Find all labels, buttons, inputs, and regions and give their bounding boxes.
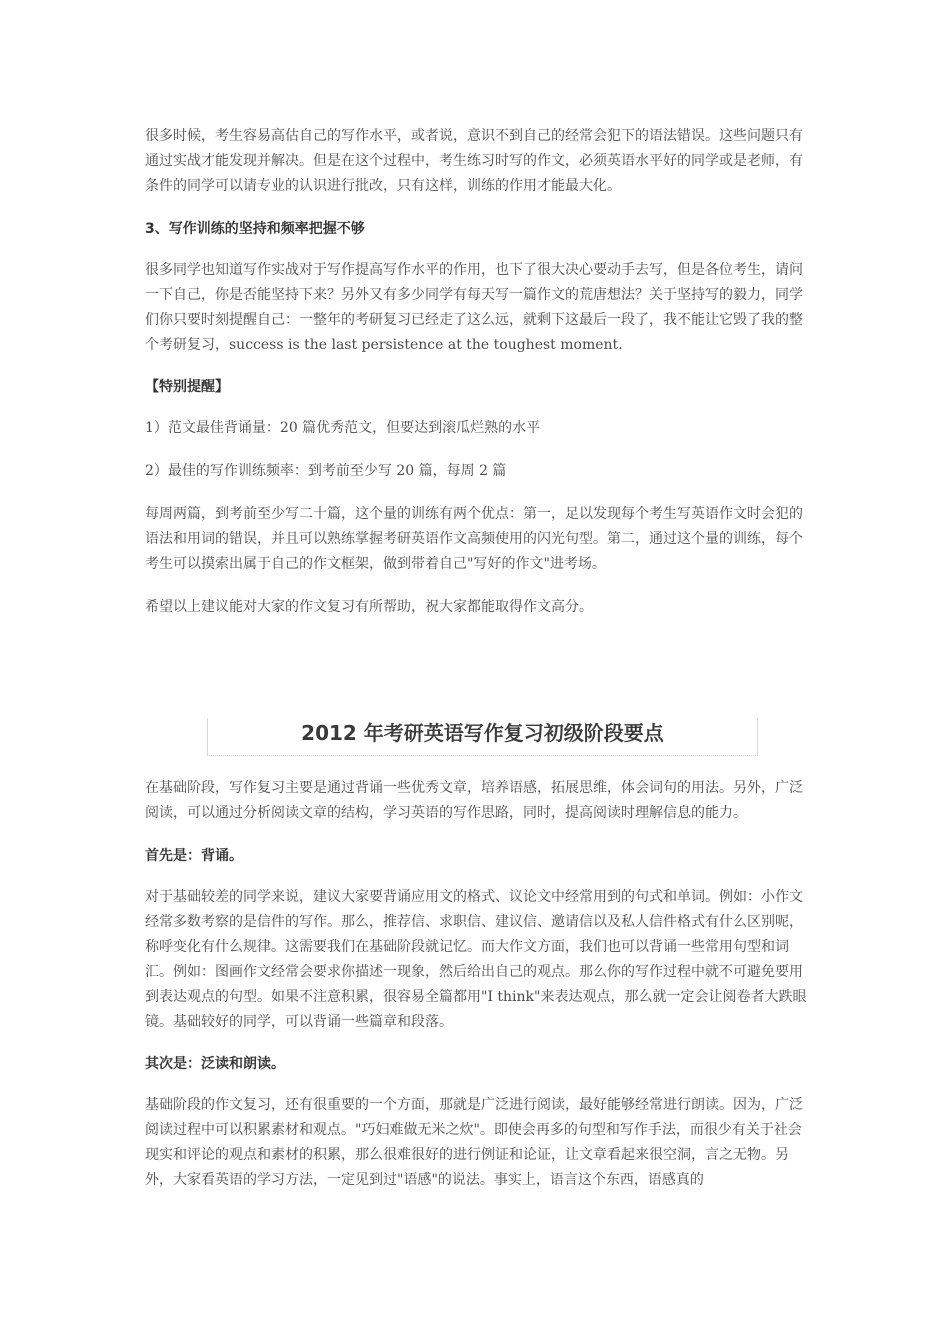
heading-special-reminder: 【特别提醒】 [145,379,229,395]
heading-recite: 首先是：背诵。 [145,848,243,864]
reminder-item-2: 2）最佳的写作训练频率：到考前至少写 20 篇，每周 2 篇 [145,463,507,479]
article-section-1 [145,124,810,620]
paragraph-reading: 基础阶段的作文复习，还有很重要的一个方面，那就是广泛进行阅读，最好能够经常进行朗读。因为，广泛阅读过程中可以积累素材和观点。"巧妇难做无米之炊"。即使会再多的句型和写作手法，而很少有关于社会现实和评论的观点和素材的积累，那么很难很好的进行例证和论证，让文章看起来很空洞，言之无物。另外，大家看英语的学习方法，一定见到过"语感"的说法。事实上，语言这个东西，语感真的 [145,1097,803,1188]
paragraph-persistence: 很多同学也知道写作实战对于写作提高写作水平的作用，也下了很大决心要动手去写，但是各位考生，请问一下自己，你是否能坚持下来？另外又有多少同学有每天写一篇作文的荒唐想法？关于坚持写的毅力，同学们你只要时刻提醒自己：一整年的考研复习已经走了这么远，就剩下这最后一段了，我不能让它毁了我的整个考研复习，success is the last persistence at the toughest moment. [145,262,803,353]
paragraph-intro: 很多时候，考生容易高估自己的写作水平，或者说，意识不到自己的经常会犯下的语法错误。这些问题只有通过实战才能发现并解决。但是在这个过程中，考生练习时写的作文，必须英语水平好的同学或是老师，有条件的同学可以请专业的认识进行批改，只有这样，训练的作用才能最大化。 [145,128,803,194]
paragraph-recite: 对于基础较差的同学来说，建议大家要背诵应用文的格式、议论文中经常用到的句式和单词。例如：小作文经常多数考察的是信件的写作。那么，推荐信、求职信、建议信、邀请信以及私人信件格式有什么区别呢，称呼变化有什么规律。这需要我们在基础阶段就记忆。而大作文方面，我们也可以背诵一些常用句型和词汇。例如：图画作文经常会要求你描述一现象，然后给出自己的观点。那么你的写作过程中就不可避免要用到表达观点的句型。如果不注意积累，很容易全篇都用"I think"来表达观点，那么就一定会让阅卷者大跌眼镜。基础较好的同学，可以背诵一些篇章和段落。 [145,889,807,1030]
paragraph-wish: 希望以上建议能对大家的作文复习有所帮助，祝大家都能取得作文高分。 [145,599,593,615]
heading-persistence: 3、写作训练的坚持和频率把握不够 [145,221,365,237]
reminder-item-1: 1）范文最佳背诵量：20 篇优秀范文，但要达到滚瓜烂熟的水平 [145,420,541,436]
heading-reading: 其次是：泛读和朗读。 [145,1056,285,1072]
article-title-box [207,718,758,756]
article-title: 2012 年考研英语写作复习初级阶段要点 [301,721,664,745]
article-section-2 [145,776,810,1193]
paragraph-basic-stage: 在基础阶段，写作复习主要是通过背诵一些优秀文章，培养语感，拓展思维，体会词句的用法。另外，广泛阅读，可以通过分析阅读文章的结构，学习英语的写作思路，同时，提高阅读时理解信息的能力。 [145,780,803,821]
paragraph-weekly: 每周两篇，到考前至少写二十篇，这个量的训练有两个优点：第一，足以发现每个考生写英语作文时会犯的语法和用词的错误，并且可以熟练掌握考研英语作文高频使用的闪光句型。第二，通过这个量的训练，每个考生可以摸索出属于自己的作文框架，做到带着自己"写好的作文"进考场。 [145,506,803,572]
